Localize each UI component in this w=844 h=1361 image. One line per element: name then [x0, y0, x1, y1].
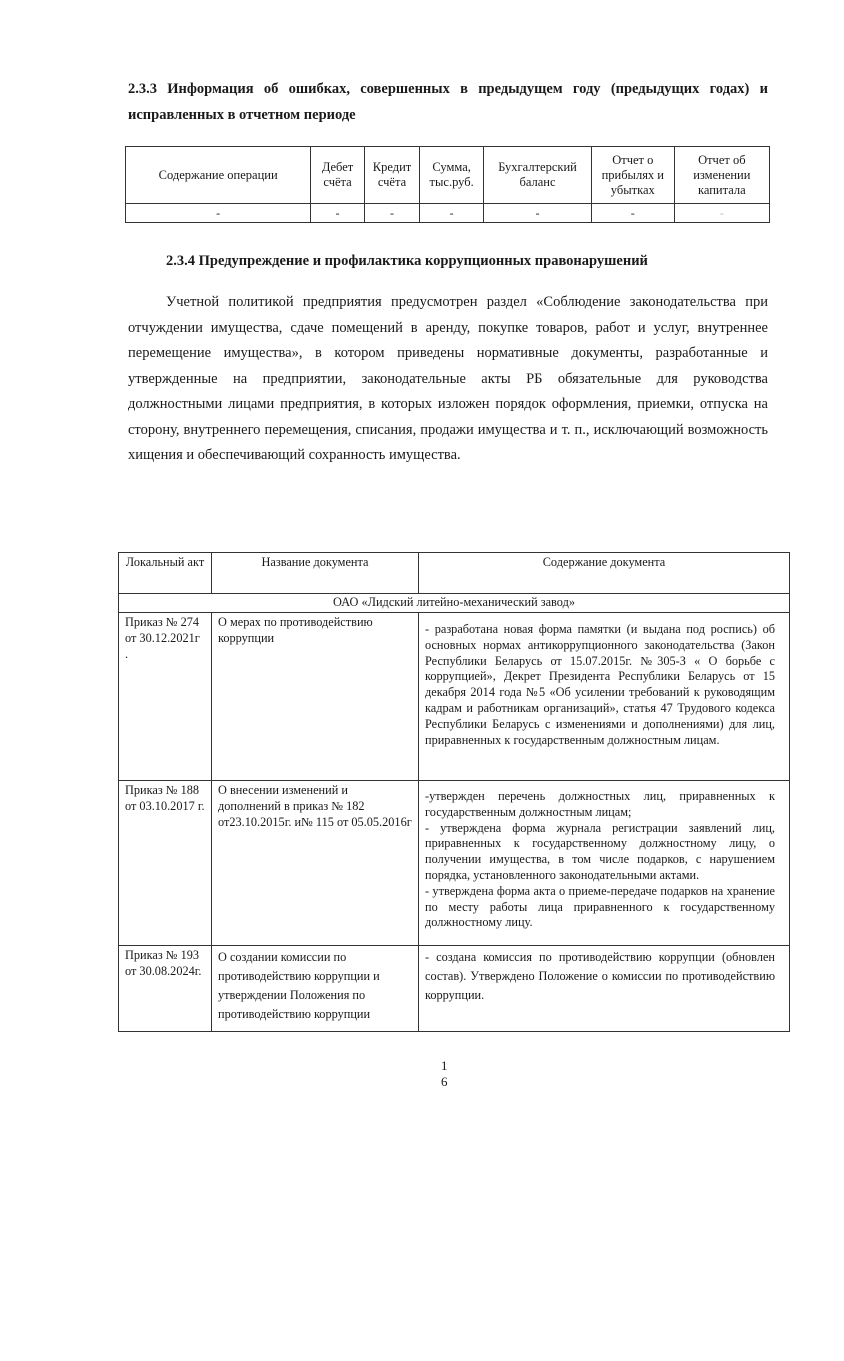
column-header: Содержание операции	[126, 147, 311, 204]
content-item: -утвержден перечень должностных лиц, приравненных к государственным должностным лицам;	[425, 789, 775, 819]
document-name-cell: О создании комиссии по противодействию коррупции и утверждении Положения по противодействию коррупции	[212, 946, 419, 1032]
document-name-cell: О внесении изменений и дополнений в приказ № 182 от23.10.2015г. и№ 115 от 05.05.2016г	[212, 781, 419, 946]
organization-row	[119, 594, 790, 613]
column-header: Сумма, тыс.руб.	[420, 147, 484, 204]
column-header-local-act: Локальный акт	[119, 553, 212, 594]
content-item: - создана комиссия по противодействию коррупции (обновлен состав). Утверждено Положение о комиссии по противодействию коррупции.	[425, 950, 775, 1002]
table-row	[119, 946, 790, 1032]
local-act-cell: Приказ № 274 от 30.12.2021г .	[119, 613, 212, 781]
document-content-cell	[419, 613, 790, 781]
errors-table	[125, 146, 770, 223]
column-header: Бухгалтерский баланс	[484, 147, 592, 204]
body-paragraph	[128, 290, 768, 469]
table-cell: -	[484, 204, 592, 223]
document-content-cell	[419, 781, 790, 946]
column-header-document-name: Название документа	[212, 553, 419, 594]
table-row	[119, 613, 790, 781]
table-cell: -	[126, 204, 311, 223]
table-header-row	[126, 147, 770, 204]
table-row	[126, 204, 770, 223]
page-number-line: 1	[441, 1058, 448, 1073]
paragraph-text: Учетной политикой предприятия предусмотрен раздел «Соблюдение законодательства при отчуждении имущества, сдаче помещений в аренду, покупке товаров, работ и услуг, внутреннее перемещение имущества», в котором приведены нормативные документы, разработанные и утвержденные на предприятии, законодательные акты РБ обязательные для руководства должностными лицами предприятия, в которых изложен порядок оформления, приемки, отпуска на сторону, внутреннего перемещения, списания, продажи имущества и т. п., исключающий возможность хищения и обеспечивающий сохранность имущества.	[128, 294, 768, 463]
content-item: - разработана новая форма памятки (и выдана под роспись) об основных нормах антикоррупционного законодательства (Закон Республики Беларусь от 15.07.2015г. №305-З « О борьбе с коррупцией», Декрет Президента Республики Беларусь от 15 декабря 2014 года №5 «Об усилении требований к руководящим кадрам и работникам организаций», статья 47 Трудового кодекса Республики Беларусь с изменениями и дополнениями) для лиц, приравненных к государственным должностным лицам.	[425, 622, 775, 747]
document-content-cell	[419, 946, 790, 1032]
column-header: Отчет об изменении капитала	[674, 147, 769, 204]
document-name-cell: О мерах по противодействию коррупции	[212, 613, 419, 781]
column-header: Кредит счёта	[364, 147, 419, 204]
section-heading-2-3-4: 2.3.4 Предупреждение и профилактика коррупционных правонарушений	[166, 253, 648, 269]
content-item: - утверждена форма журнала регистрации заявлений лиц, приравненных к государственному должностному лицу, о получении имущества, в том числе подарков, с нарушением порядка, установленного законодательными актами.	[425, 820, 775, 882]
page-number-line: 6	[441, 1074, 448, 1089]
page-number	[441, 1058, 448, 1090]
table-cell: -	[591, 204, 674, 223]
content-item: - утверждена форма акта о приеме-передаче подарков на хранение по месту работы лица приравненного к государственному должностному лицу.	[425, 883, 775, 930]
section-heading-2-3-3: 2.3.3 Информация об ошибках, совершенных в предыдущем году (предыдущих годах) и исправленных в отчетном периоде	[128, 81, 768, 123]
table-cell: -	[674, 204, 769, 223]
local-act-cell: Приказ № 188 от 03.10.2017 г.	[119, 781, 212, 946]
column-header: Дебет счёта	[311, 147, 364, 204]
column-header: Отчет о прибылях и убытках	[591, 147, 674, 204]
table-row	[119, 781, 790, 946]
table-cell: -	[311, 204, 364, 223]
local-act-cell: Приказ № 193 от 30.08.2024г.	[119, 946, 212, 1032]
organization-name: ОАО «Лидский литейно-механический завод»	[119, 594, 790, 613]
table-header-row	[119, 553, 790, 594]
table-cell: -	[420, 204, 484, 223]
table-cell: -	[364, 204, 419, 223]
anticorruption-documents-table	[118, 552, 790, 1032]
column-header-document-content: Содержание документа	[419, 553, 790, 594]
